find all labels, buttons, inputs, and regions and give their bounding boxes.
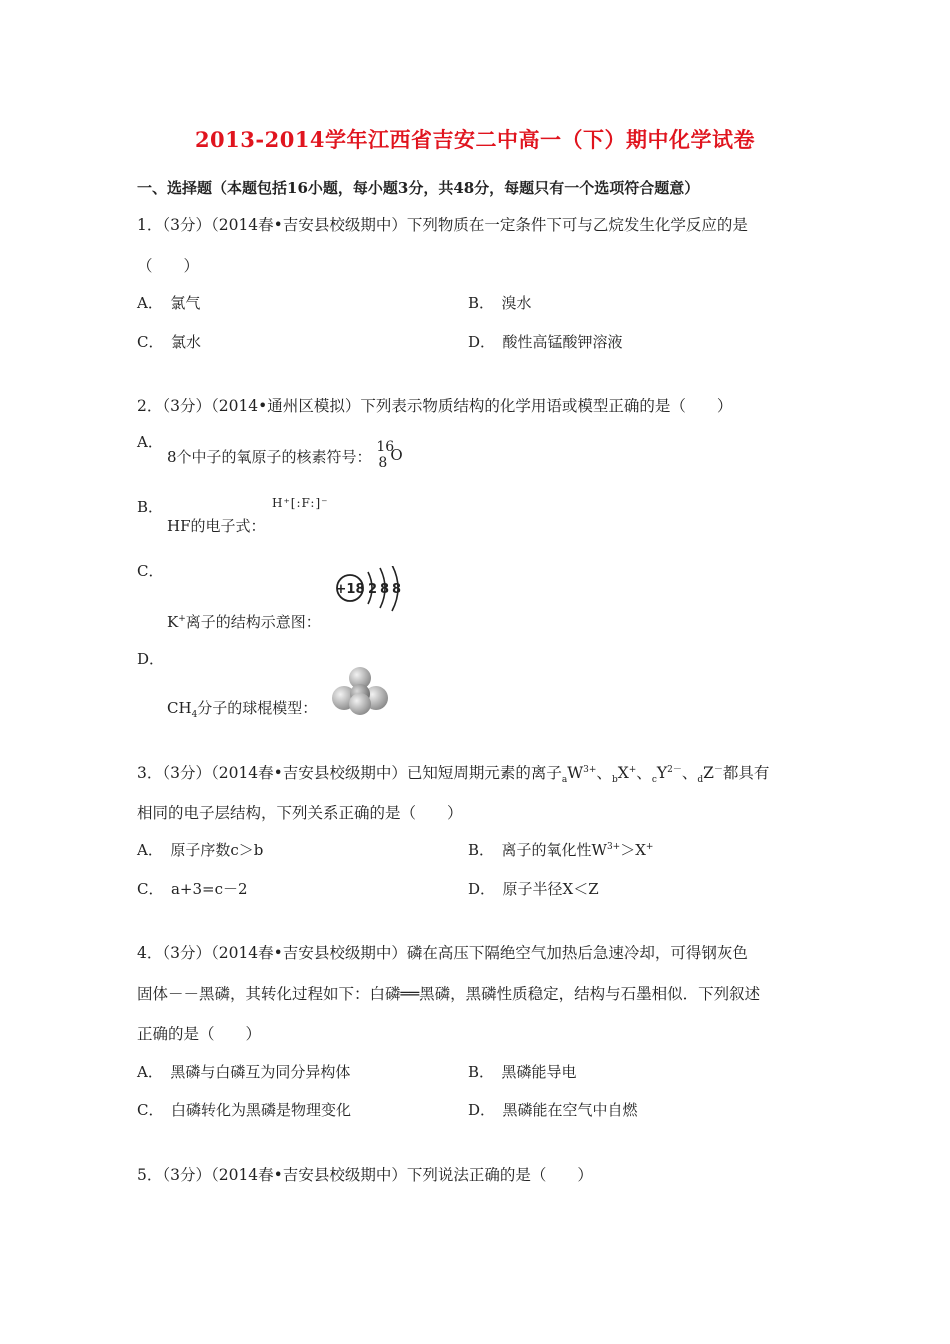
page-title: 2013-2014学年江西省吉安二中高一（下）期中化学试卷 (194, 127, 756, 152)
nuclide-mass-number: 16 (376, 439, 395, 455)
k-ion-structure-diagram (330, 566, 410, 614)
ch4-ball-model-image (330, 666, 390, 716)
question-3-stem: 3．（3分）（2014春•吉安县校级期中）已知短周期元素的离子$_aW^{3+}$、$_b$X+、$_cY^{2-}$、$_d$Z－都具有 (137, 764, 770, 786)
question-3-stem-line-2: 相同的电子层结构，下列关系正确的是（ ） (137, 804, 463, 822)
question-3-option-d: D． 原子半径X＜Z (468, 880, 599, 898)
question-2-option-c-text: K+离子的结构示意图： (167, 613, 321, 631)
question-5-stem: 5．（3分）（2014春•吉安县校级期中）下列说法正确的是（ ） (137, 1166, 593, 1184)
question-1-option-c: C． 氯水 (137, 333, 201, 351)
question-4-line-2: 固体－－黑磷，其转化过程如下：白磷══黑磷，黑磷性质稳定，结构与石墨相似．下列叙述 (137, 985, 761, 1003)
question-1-blank: （ ） (137, 257, 200, 275)
shell-electrons-1: 2 (368, 582, 378, 597)
question-3-option-b: B． 离子的氧化性$W^{3+}>X^+$ (468, 841, 654, 859)
hf-electron-formula: H⁺[:F:]⁻ (272, 496, 329, 510)
question-2-option-a-text: 8个中子的氧原子的核素符号： (167, 448, 372, 466)
question-2-option-d-letter: D． (137, 650, 165, 668)
question-4-option-c: C． 白磷转化为黑磷是物理变化 (137, 1101, 351, 1119)
question-4-option-d: D． 黑磷能在空气中自燃 (468, 1101, 638, 1119)
question-2-option-b-letter: B． (137, 498, 164, 516)
question-2-option-a-letter: A． (137, 433, 163, 451)
question-3-option-a: A． 原子序数c＞b (137, 841, 264, 859)
question-4-option-b: B． 黑磷能导电 (468, 1063, 577, 1081)
section-heading: 一、选择题（本题包括16小题，每小题3分，共48分，每题只有一个选项符合题意） (137, 179, 700, 197)
question-3-option-c: C． a+3=c－2 (137, 880, 248, 898)
shell-electrons-2: 8 (380, 582, 390, 597)
question-2-stem: 2．（3分）（2014•通州区模拟）下列表示物质结构的化学用语或模型正确的是（ ） (137, 397, 733, 415)
question-4-line-3: 正确的是（ ） (137, 1025, 262, 1043)
question-4-line-1: 4．（3分）（2014春•吉安县校级期中）磷在高压下隔绝空气加热后急速冷却，可得钢灰色 (137, 944, 748, 962)
question-2-option-a (167, 439, 403, 473)
nucleus-charge: +18 (335, 582, 365, 597)
shell-electrons-3: 8 (392, 582, 402, 597)
nuclide-atomic-number: 8 (378, 455, 388, 471)
question-4-option-a: A． 黑磷与白磷互为同分异构体 (137, 1063, 351, 1081)
question-2-option-d-text: $CH_4$分子的球棍模型： (167, 699, 318, 720)
question-1-stem: 1．（3分）（2014春•吉安县校级期中）下列物质在一定条件下可与乙烷发生化学反应的是 (137, 216, 748, 234)
question-1-option-d: D． 酸性高锰酸钾溶液 (468, 333, 623, 351)
nuclide-element: O (390, 446, 403, 464)
question-1-option-a: A． 氯气 (137, 294, 201, 312)
oxygen-nuclide-symbol (376, 439, 403, 473)
question-2-option-c-letter: C． (137, 562, 164, 580)
question-2-option-b-text: HF的电子式： (167, 517, 266, 535)
question-1-option-b: B． 溴水 (468, 294, 532, 312)
